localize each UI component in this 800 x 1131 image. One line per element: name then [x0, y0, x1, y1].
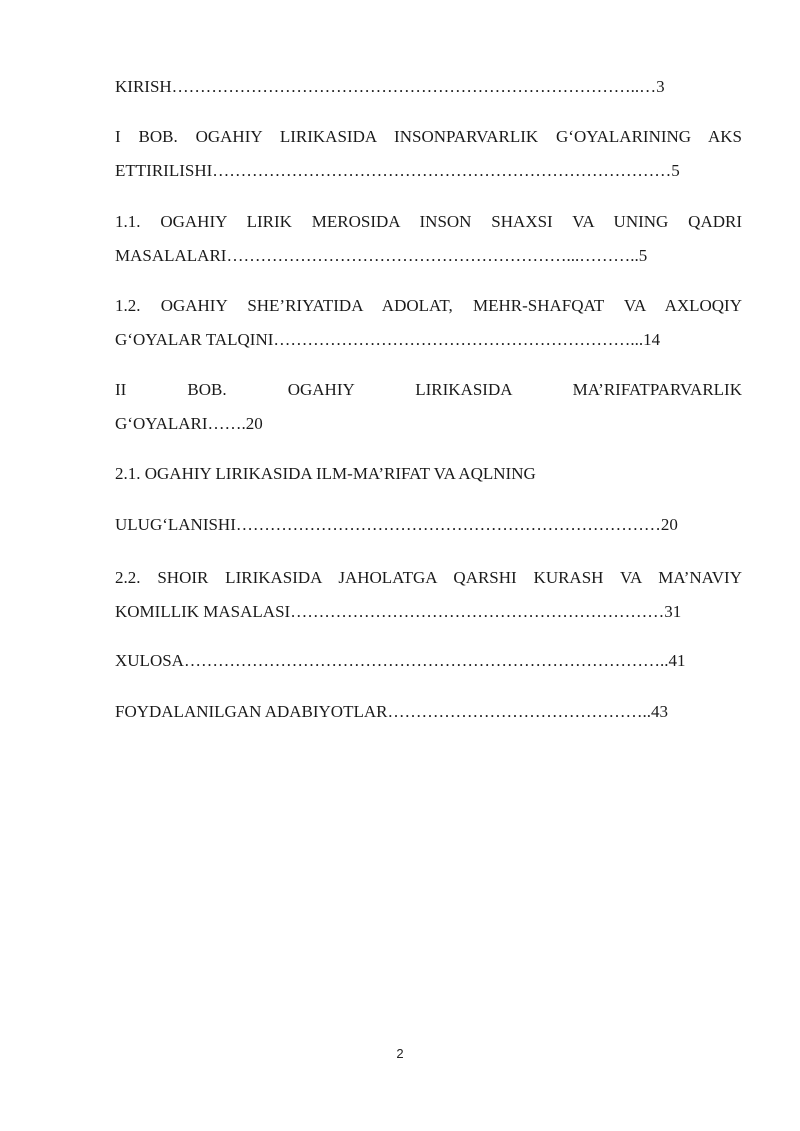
page-number: 2 [396, 1046, 404, 1061]
toc-line: XULOSA…………………………………………………………………………..41 [115, 651, 686, 670]
toc-entry-section-2-1 [115, 457, 742, 491]
toc-line: KIRISH………………………………………………………………………..…3 [115, 77, 665, 96]
toc-entry-section-1-2 [115, 289, 742, 357]
toc-entry-section-2-1-cont [115, 508, 742, 542]
toc-entry-section-1-1 [115, 205, 742, 273]
toc-line: I BOB. OGAHIY LIRIKASIDA INSONPARVARLIK G‘OYALARINING AKS [115, 127, 742, 146]
toc-line: 1.2. OGAHIY SHE’RIYATIDA ADOLAT, MEHR-SHAFQAT VA AXLOQIY [115, 296, 742, 315]
toc-line: G‘OYALAR TALQINI………………………………………………………...14 [115, 330, 661, 349]
toc-line: FOYDALANILGAN ADABIYOTLAR………………………………………..43 [115, 702, 668, 721]
toc-line: ULUG‘LANISHI…………………………………………………………………20 [115, 515, 678, 534]
toc-entry-chapter-2 [115, 373, 742, 441]
toc-line: MASALALARI……………………………………………………...………..5 [115, 246, 648, 265]
toc-line: 2.1. OGAHIY LIRIKASIDA ILM-MA’RIFAT VA AQLNING [115, 464, 536, 483]
toc-entry-chapter-1 [115, 120, 742, 188]
toc-line: 2.2. SHOIR LIRIKASIDA JAHOLATGA QARSHI KURASH VA MA’NAVIY [115, 568, 742, 587]
toc-line: 1.1. OGAHIY LIRIK MEROSIDA INSON SHAXSI VA UNING QADRI [115, 212, 742, 231]
toc-line: ETTIRILISHI………………………………………………………………………5 [115, 161, 680, 180]
toc-line: G‘OYALARI…….20 [115, 414, 263, 433]
toc-entry-xulosa [115, 644, 742, 678]
toc-entry-kirish [115, 70, 742, 104]
toc-line: KOMILLIK MASALASI…………………………………………………………31 [115, 602, 682, 621]
toc-entry-section-2-2 [115, 561, 742, 629]
toc-line: II BOB. OGAHIY LIRIKASIDA MA’RIFATPARVARLIK [115, 380, 742, 399]
toc-entry-references [115, 695, 742, 729]
